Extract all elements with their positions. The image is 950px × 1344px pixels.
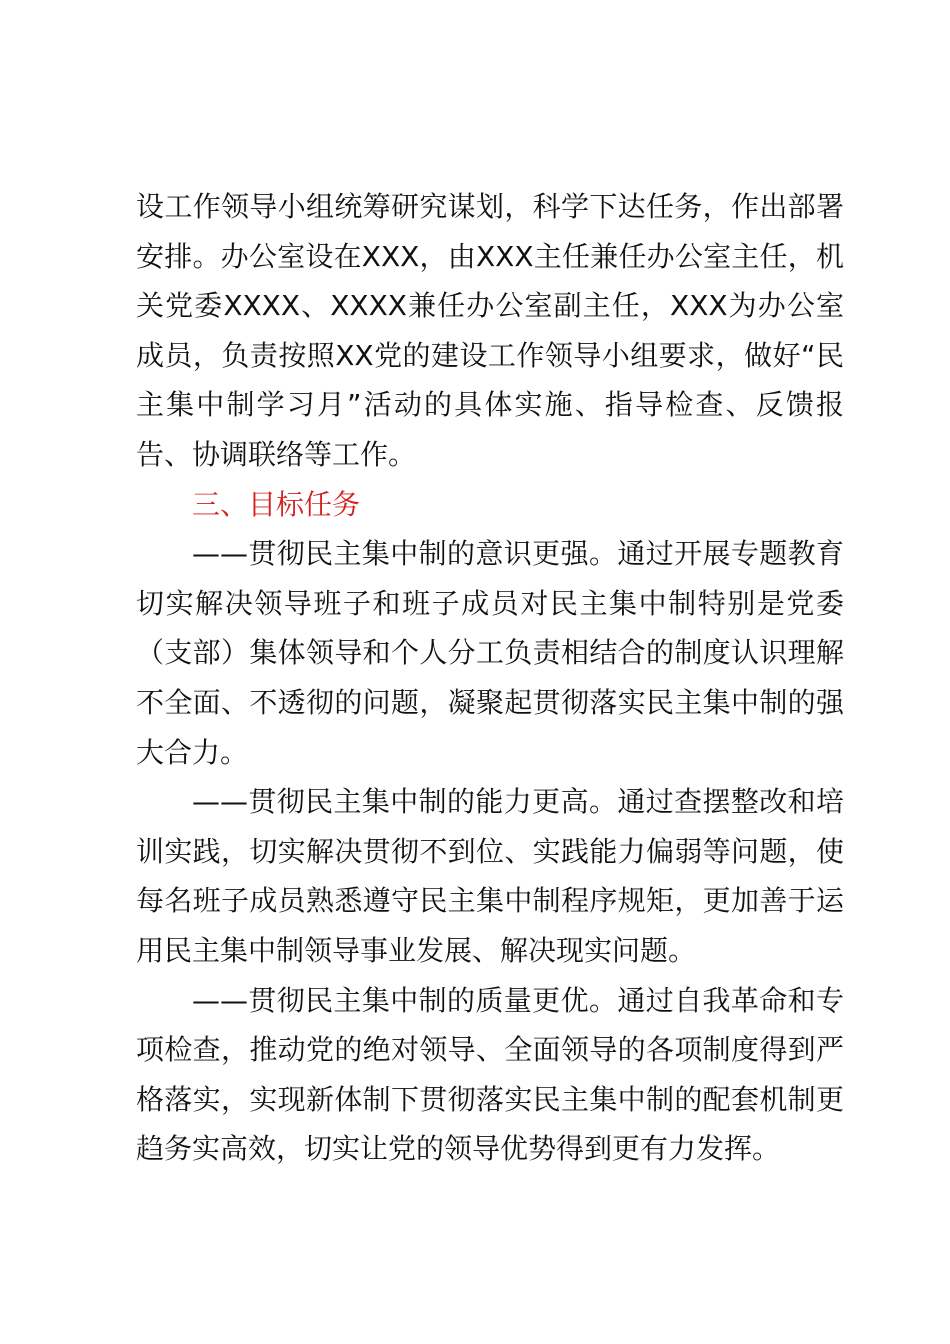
- goal-paragraph-quality: ——贯彻民主集中制的质量更优。通过自我革命和专项检查，推动党的绝对领导、全面领导的各项制度得到严格落实，实现新体制下贯彻落实民主集中制的配套机制更趋务实高效，切实让党的领导优势得到更有力发挥。: [136, 983, 844, 1166]
- goal-paragraph-awareness: ——贯彻民主集中制的意识更强。通过开展专题教育切实解决领导班子和班子成员对民主集中制特别是党委（支部）集体领导和个人分工负责相结合的制度认识理解不全面、不透彻的问题，凝聚起贯彻落实民主集中制的强大合力。: [136, 537, 844, 769]
- paragraph-office-arrangement: 设工作领导小组统筹研究谋划，科学下达任务，作出部署安排。办公室设在XXX，由XXX主任兼任办公室主任，机关党委XXXX、XXXX兼任办公室副主任，XXX为办公室成员，负责按照XX党的建设工作领导小组要求，做好“民主集中制学习月”活动的具体实施、指导检查、反馈报告、协调联络等工作。: [136, 190, 844, 471]
- section-heading-goals: 三、目标任务: [192, 487, 361, 521]
- goal-paragraph-ability: ——贯彻民主集中制的能力更高。通过查摆整改和培训实践，切实解决贯彻不到位、实践能力偏弱等问题，使每名班子成员熟悉遵守民主集中制程序规矩，更加善于运用民主集中制领导事业发展、解决现实问题。: [136, 785, 844, 967]
- document-body: [136, 182, 844, 1174]
